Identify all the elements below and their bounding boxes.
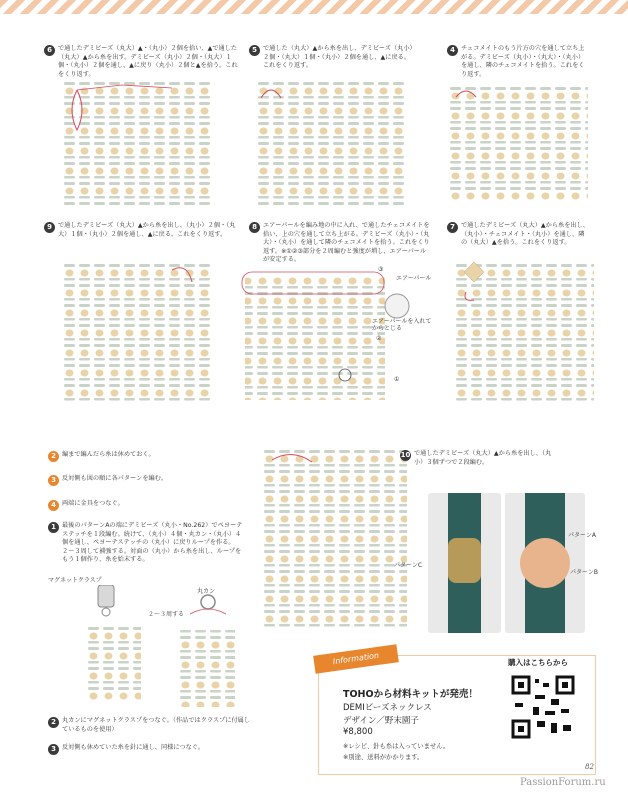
loops-label: ２〜３周する xyxy=(148,611,185,618)
step-text: 丸カンにマグネットクラスプをつなぐ。（作品ではクラスプに付属しているものを使用） xyxy=(62,717,251,733)
clasp-step-2 xyxy=(48,717,258,734)
circle-1-label: ① xyxy=(394,376,400,383)
step-10 xyxy=(400,450,565,467)
clasp-step-3 xyxy=(48,744,258,755)
step-number: 2 xyxy=(48,717,59,728)
step-5 xyxy=(249,45,419,71)
bead-diagram-step-8 xyxy=(240,270,385,405)
step-text: で通した（丸大）▲から糸を出し、デミビーズ（丸小）２個・（丸大）１個・（丸小）２個を通し、▲に戻る。これをくり返す。 xyxy=(263,45,413,70)
step-text: チェコメイトのもう片方の穴を通して立ち上がる。デミビーズ（丸小）・（丸大）・（丸小）を通し、隣のチェコメイトを拾う。これをくり返す。 xyxy=(461,45,585,78)
step-6 xyxy=(44,45,244,79)
overview-step-4 xyxy=(48,500,124,511)
bead-diagram-step-10 xyxy=(262,448,407,628)
overview-step-3 xyxy=(48,475,167,486)
step-text: で通したデミビーズ（丸大）▲から糸を出し、（丸小）３個ずつで２段編む。 xyxy=(414,450,552,466)
clasp-step-1 xyxy=(48,522,248,565)
info-price: ¥8,800 xyxy=(343,727,373,737)
page-number: 82 xyxy=(585,763,594,771)
step-number: 5 xyxy=(249,45,260,56)
info-note-1: ※レシピ、針も糸は入っていません。 xyxy=(343,743,450,750)
bead-diagram-step-4 xyxy=(448,85,588,200)
step-number: 2 xyxy=(48,451,59,462)
step-8 xyxy=(249,222,434,265)
circle-3-label: ③ xyxy=(378,266,384,273)
information-tab: Information xyxy=(313,644,399,674)
step-7 xyxy=(447,222,592,248)
step-9 xyxy=(44,222,244,239)
step-number: 8 xyxy=(249,222,260,233)
clasp-diagram-left xyxy=(86,585,146,705)
step-number: 9 xyxy=(44,222,55,233)
step-text: エアーパールを編み地の中に入れ、で通したチェコメイトを拾い、上の穴を通して立ち上がる。デミビーズ（丸小）・（丸大）・（丸小）を通して隣のチェコメイトを拾う。これをくり返す。※①②③部分を２周編むと強度が増し、エアーパールが安定する。 xyxy=(263,222,430,264)
step-number: 4 xyxy=(48,500,59,511)
step-text: で通したデミビーズ（丸大）▲から糸を出し、（丸小）２個・（丸大）１個・（丸小）２個を通し、▲に戻る。これをくり返す。 xyxy=(58,222,236,238)
step-number: 3 xyxy=(48,744,59,755)
air-pearl-note: エアーパールを入れてからとじる xyxy=(372,318,432,332)
step-number: 3 xyxy=(48,475,59,486)
qr-code-icon[interactable] xyxy=(511,675,575,739)
step-number: 1 xyxy=(48,522,59,533)
air-pearl-icon xyxy=(383,292,411,320)
magnet-clasp-label: マグネットクラスプ xyxy=(48,577,102,584)
step-text: 反対側も図の順に各パターンを編む。 xyxy=(62,475,168,482)
info-product: DEMIビーズネックレス xyxy=(343,703,432,713)
ring-label: 丸カン xyxy=(197,588,216,595)
bead-diagram-step-7 xyxy=(454,262,594,402)
necklace-photo-pattern-c xyxy=(428,493,501,633)
bead-diagram-step-5 xyxy=(256,80,406,205)
step-text: で通したデミビーズ（丸大）▲から糸を出し、（丸小）・チェコメイト・（丸小）を通し、隣の（丸大）▲を拾う。これをくり返す。 xyxy=(461,222,589,247)
necklace-photo-pattern-ab xyxy=(505,493,585,633)
pattern-c-label: パターンC xyxy=(394,562,423,569)
step-number: 7 xyxy=(447,222,458,233)
overview-step-2 xyxy=(48,451,155,462)
step-text: 両端に金具をつなぐ。 xyxy=(62,500,124,507)
step-number: 4 xyxy=(447,45,458,56)
pattern-b-label: パターンB xyxy=(570,569,598,576)
step-text: 反対側も休めていた糸を針に通し、同様につなぐ。 xyxy=(62,744,205,751)
decorative-top-border xyxy=(0,0,628,14)
circle-2-label: ② xyxy=(376,335,382,342)
info-title: TOHOから材料キットが発売！ xyxy=(343,689,478,700)
qr-label: 購入はこちらから xyxy=(508,658,568,667)
clasp-diagram-right xyxy=(178,594,238,709)
step-text: 編まで編んだら糸は休めておく。 xyxy=(62,451,155,458)
step-text: で通したデミビーズ（丸大）▲・（丸小）２個を拾い、▲で通した（丸大）▲から糸を出す。デミビーズ（丸小）２個・（丸大）１個・（丸小）２個を通し、▲に戻り（丸小）２個と▲を拾う。これをくり返す。 xyxy=(58,45,238,78)
info-note-2: ※別途、送料がかかります。 xyxy=(343,754,424,761)
step-number: 6 xyxy=(44,45,55,56)
step-4 xyxy=(447,45,592,79)
pattern-a-label: パターンA xyxy=(568,532,596,539)
bead-diagram-step-9 xyxy=(62,262,212,402)
step-text: 最後のパターンAの端にデミビーズ（丸小・No.262）でペヨーテステッチを１段編む。続けて、（丸小）４個・丸カン・（丸小）４個を通し、ペヨーテステッチの（丸小）に戻りループを作る。２〜３周して補強する。対面の（丸小）から糸を出し、ループをもう１個作り、糸を始末する。 xyxy=(62,522,243,564)
bead-diagram-step-6 xyxy=(62,80,212,205)
info-designer: デザイン／野末園子 xyxy=(343,716,419,726)
air-pearl-label: エアーパール xyxy=(396,275,432,282)
step-number: 10 xyxy=(400,451,411,459)
watermark: PassionForum.ru xyxy=(520,777,606,788)
